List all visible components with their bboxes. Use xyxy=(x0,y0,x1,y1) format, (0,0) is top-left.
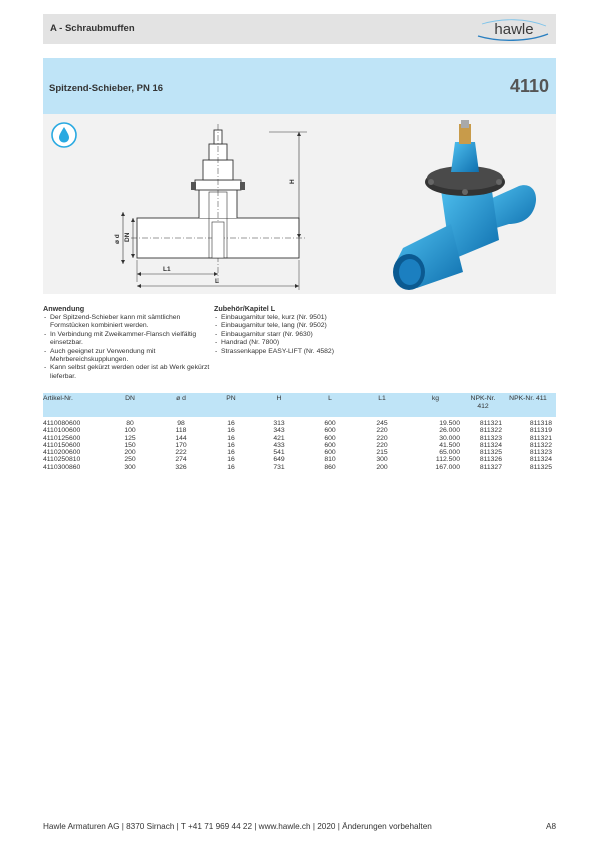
table-cell: 811325 xyxy=(479,449,502,457)
table-cell: 811321 xyxy=(529,434,552,442)
product-title: Spitzend-Schieber, PN 16 xyxy=(49,83,164,94)
list-item: - Der Spitzend-Schieber kann mit sämtlichen Formstücken kombiniert werden. xyxy=(43,314,211,331)
table-body xyxy=(43,417,556,471)
table-cell: 220 xyxy=(376,434,388,442)
table-cell: 343 xyxy=(273,427,285,435)
table-cell: 80 xyxy=(126,420,134,427)
table-row xyxy=(43,464,556,471)
table-cell: 811323 xyxy=(479,434,502,442)
table-cell: 222 xyxy=(175,449,187,457)
table-cell: 4110300860 xyxy=(43,463,81,471)
table-row xyxy=(43,449,556,456)
table-cell: 41.500 xyxy=(439,441,460,449)
table-cell: 4110125600 xyxy=(43,434,81,442)
table-cell: 4110080600 xyxy=(43,420,81,427)
table-cell: 600 xyxy=(324,434,336,442)
table-cell: 4110150600 xyxy=(43,441,81,449)
table-cell: 125 xyxy=(124,434,136,442)
label-od: ø d xyxy=(114,234,121,244)
table-cell: 600 xyxy=(324,441,336,449)
table-cell: 65.000 xyxy=(439,449,460,457)
col-header-h: H xyxy=(251,393,307,417)
table-cell: 118 xyxy=(175,427,187,435)
table-cell: 541 xyxy=(273,449,285,457)
table-cell: 30.000 xyxy=(439,434,460,442)
anwendung-section xyxy=(43,305,211,381)
table-cell: 300 xyxy=(124,463,136,471)
table-cell: 100 xyxy=(124,427,136,435)
label-dn: DN xyxy=(124,232,131,242)
table-cell: 112.500 xyxy=(435,456,460,464)
hawle-logo xyxy=(468,14,552,44)
logo-text: hawle xyxy=(494,21,534,38)
table-cell: 16 xyxy=(227,420,235,427)
list-item: - Einbaugarnitur tele, kurz (Nr. 9501) xyxy=(214,314,414,322)
anwendung-heading: Anwendung xyxy=(43,304,85,313)
table-cell: 811324 xyxy=(529,456,552,464)
page-number: A8 xyxy=(545,822,556,831)
table-cell: 144 xyxy=(175,434,187,442)
col-header-kg: kg xyxy=(411,393,464,417)
page-header xyxy=(43,14,556,44)
zubehoer-heading: Zubehör/Kapitel L xyxy=(214,304,276,313)
product-band xyxy=(43,58,556,114)
list-item: - In Verbindung mit Zweikammer-Flansch vielfältig einsetzbar. xyxy=(43,331,211,348)
list-item: - Einbaugarnitur starr (Nr. 9630) xyxy=(214,331,414,339)
table-cell: 167.000 xyxy=(435,463,460,471)
table-cell: 649 xyxy=(273,456,285,464)
table-cell: 811318 xyxy=(529,420,552,427)
table-cell: 200 xyxy=(376,463,388,471)
list-item: - Einbaugarnitur tele, lang (Nr. 9502) xyxy=(214,322,414,330)
product-table xyxy=(43,393,556,471)
label-l: L xyxy=(215,278,219,285)
table-cell: 313 xyxy=(273,420,285,427)
water-drop-icon xyxy=(51,122,77,148)
anwendung-list xyxy=(43,314,211,381)
table-row xyxy=(43,435,556,442)
table-cell: 250 xyxy=(124,456,136,464)
table-header-row xyxy=(43,393,556,417)
table-cell: 860 xyxy=(324,463,336,471)
col-header-dn: DN xyxy=(109,393,151,417)
table-cell: 811322 xyxy=(479,427,502,435)
label-l1: L1 xyxy=(163,266,171,273)
table-cell: 300 xyxy=(376,456,388,464)
table-cell: 326 xyxy=(175,463,187,471)
table-cell: 220 xyxy=(376,427,388,435)
table-cell: 274 xyxy=(175,456,187,464)
table-cell: 16 xyxy=(227,456,235,464)
col-header-l1: L1 xyxy=(353,393,411,417)
product-code: 4110 xyxy=(509,76,549,96)
table-cell: 811326 xyxy=(479,456,502,464)
table-cell: 220 xyxy=(376,441,388,449)
table-row xyxy=(43,427,556,434)
table-cell: 150 xyxy=(124,441,136,449)
table-cell: 4110200600 xyxy=(43,449,81,457)
figure-area xyxy=(43,114,556,294)
table-cell: 810 xyxy=(324,456,336,464)
footer-text: Hawle Armaturen AG | 8370 Sirnach | T +41 71 969 44 22 | www.hawle.ch | 2020 | Änderungen vorbehalten xyxy=(43,822,432,831)
table-cell: 170 xyxy=(175,441,187,449)
table-cell: 26.000 xyxy=(439,427,460,435)
product-photo xyxy=(379,120,549,290)
table-cell: 16 xyxy=(227,434,235,442)
list-item: - Handrad (Nr. 7800) xyxy=(214,339,414,347)
table-cell: 811324 xyxy=(479,441,502,449)
table-cell: 215 xyxy=(376,449,388,457)
list-item: - Kann selbst gekürzt werden oder ist ab Werk gekürzt lieferbar. xyxy=(43,364,211,381)
col-header-npk-412: NPK-Nr. 412 xyxy=(464,393,504,417)
table-cell: 245 xyxy=(376,420,388,427)
col-header-pn: PN xyxy=(211,393,251,417)
table-row xyxy=(43,442,556,449)
table-cell: 16 xyxy=(227,441,235,449)
col-header-od: ø d xyxy=(151,393,211,417)
table-cell: 19.500 xyxy=(439,420,460,427)
table-cell: 4110250810 xyxy=(43,456,81,464)
table-cell: 811327 xyxy=(479,463,502,471)
table-cell: 16 xyxy=(227,463,235,471)
col-header-npk-411: NPK-Nr. 411 xyxy=(504,393,556,417)
table-cell: 811325 xyxy=(529,463,552,471)
table-cell: 98 xyxy=(177,420,185,427)
table-cell: 811321 xyxy=(479,420,502,427)
list-item: - Auch geeignet zur Verwendung mit Mehrbereichskupplungen. xyxy=(43,348,211,365)
label-h: H xyxy=(289,179,296,184)
table-cell: 4110100600 xyxy=(43,427,81,435)
table-cell: 200 xyxy=(124,449,136,457)
col-header-artikel: Artikel-Nr. xyxy=(43,393,109,417)
zubehoer-list xyxy=(214,314,414,356)
table-cell: 731 xyxy=(273,463,285,471)
table-cell: 421 xyxy=(273,434,285,442)
table-cell: 433 xyxy=(273,441,285,449)
col-header-l: L xyxy=(307,393,353,417)
table-row xyxy=(43,417,556,427)
technical-drawing xyxy=(91,122,311,292)
table-cell: 600 xyxy=(324,449,336,457)
table-cell: 16 xyxy=(227,427,235,435)
table-cell: 600 xyxy=(324,420,336,427)
section-title: A - Schraubmuffen xyxy=(50,23,135,34)
zubehoer-section xyxy=(214,305,414,356)
table-cell: 811319 xyxy=(529,427,552,435)
table-row xyxy=(43,456,556,463)
table-cell: 600 xyxy=(324,427,336,435)
list-item: - Strassenkappe EASY-LIFT (Nr. 4582) xyxy=(214,348,414,356)
table-cell: 811323 xyxy=(529,449,552,457)
table-cell: 16 xyxy=(227,449,235,457)
table-cell: 811322 xyxy=(529,441,552,449)
